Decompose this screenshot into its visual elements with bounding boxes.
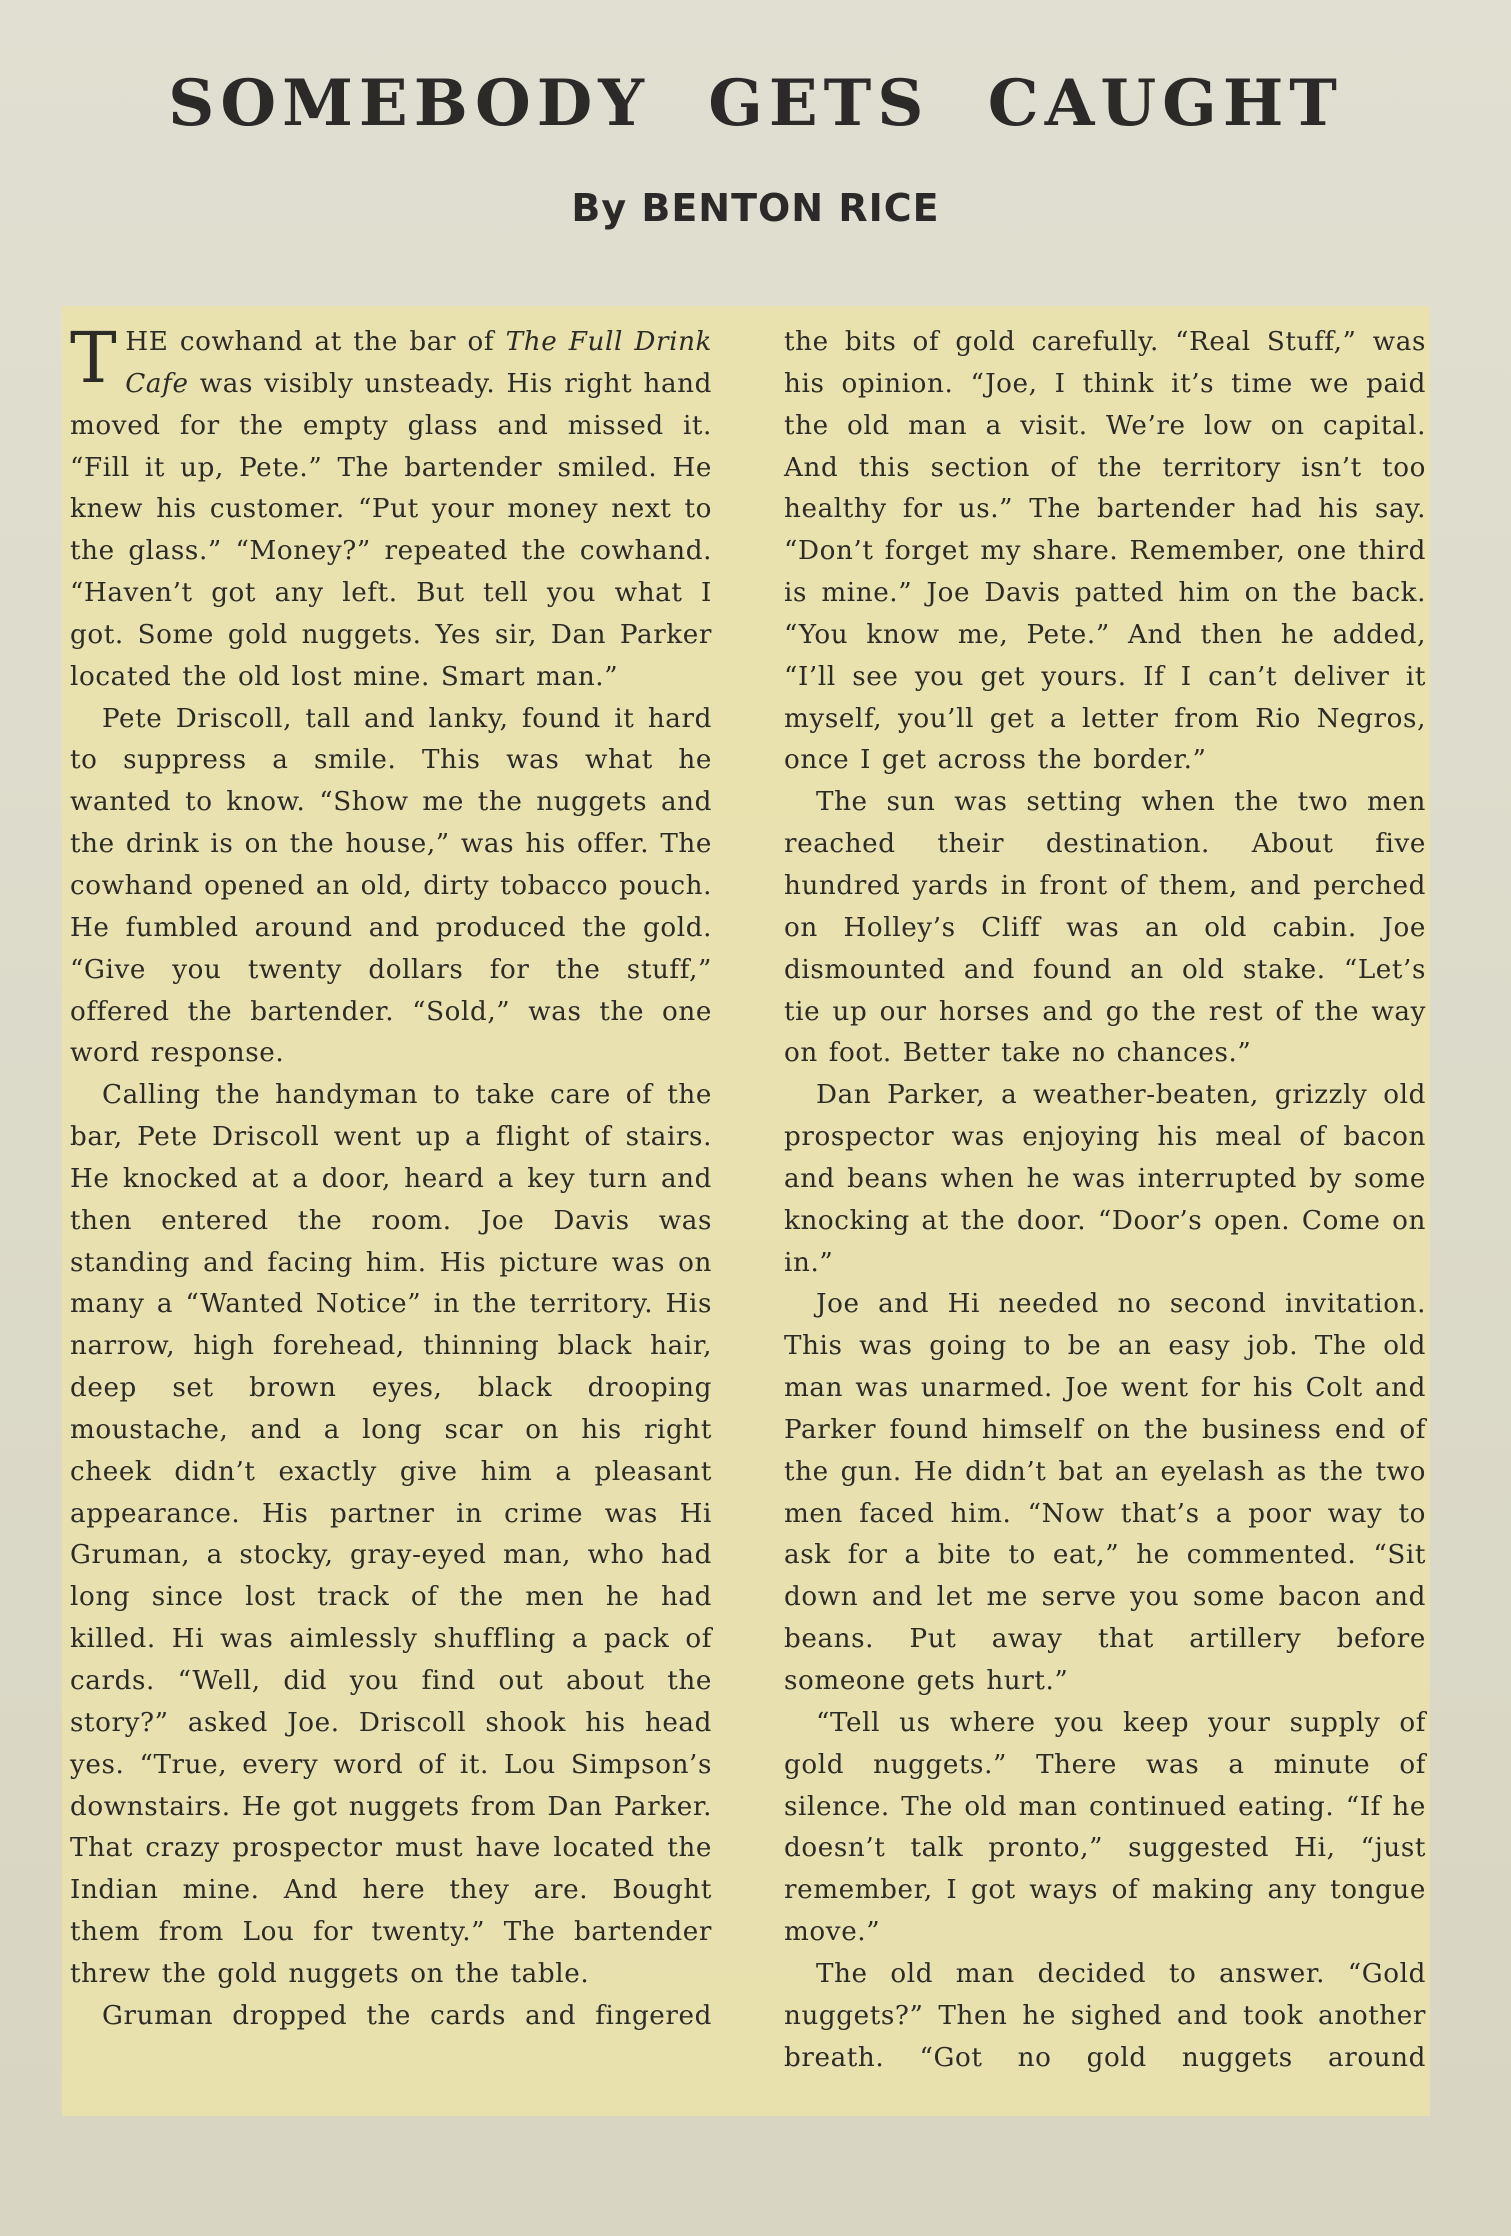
paragraph: Pete Driscoll, tall and lanky, found it hard to suppress a smile. This was what he wanted to know. “Show me the nuggets and the drink is on the house,” was his offer. The cowhand opened an old, dirty tobacco pouch. He fumbled around and produced the gold. “Give you twenty dollars for the stuff,” offered the bartender. “Sold,” was the one word response.	[70, 703, 712, 1069]
left-column	[70, 317, 713, 2038]
paragraph: Dan Parker, a weather-beaten, grizzly old prospector was enjoying his meal of bacon and beans when he was interrupted by some knocking at the door. “Door’s open. Come on in.”	[784, 1080, 1426, 1278]
story-title: SOMEBODY GETS CAUGHT	[168, 66, 1343, 141]
byline: By BENTON RICE	[571, 186, 940, 230]
paragraph: Calling the handyman to take care of the bar, Pete Driscoll went up a flight of stairs. He knocked at a door, heard a key turn and then entered the room. Joe Davis was standing and facing him. His picture was on many a “Wanted Notice” in the territory. His narrow, high forehead, thinning black hair, deep set brown eyes, black drooping moustache, and a long scar on his right cheek didn’t exactly give him a pleasant appearance. His partner in crime was Hi Gruman, a stocky, gray-eyed man, who had long since lost track of the men he had killed. Hi was aimlessly shuffling a pack of cards. “Well, did you find out about the story?” asked Joe. Driscoll shook his head yes. “True, every word of it. Lou Simpson’s downstairs. He got nuggets from Dan Parker. That crazy prospector must have located the Indian mine. And here they are. Bought them from Lou for twenty.” The bartender threw the gold nuggets on the table.	[70, 1080, 712, 1989]
right-column	[784, 322, 1426, 2079]
paragraph: Gruman dropped the cards and fingered	[102, 2000, 712, 2031]
paragraph-text: was visibly unsteady. His right hand moved for the empty glass and missed it. “Fill it up, Pete.” The bartender smiled. He knew his customer. “Put your money next to the glass.” “Money?” repeated the cowhand. “Haven’t got any left. But tell you what I got. Some gold nuggets. Yes sir, Dan Parker located the old lost mine. Smart man.”	[70, 368, 712, 692]
paragraph: the bits of gold carefully. “Real Stuff,” was his opinion. “Joe, I think it’s time we paid the old man a visit. We’re low on capital. And this section of the territory isn’t too healthy for us.” The bartender had his say. “Don’t forget my share. Remember, one third is mine.” Joe Davis patted him on the back. “You know me, Pete.” And then he added, “I’ll see you get yours. If I can’t deliver it myself, you’ll get a letter from Rio Negros, once I get across the border.”	[784, 327, 1426, 776]
cafe-name: The Full Drink Cafe	[125, 327, 713, 399]
paragraph: Joe and Hi needed no second invitation. This was going to be an easy job. The old man was unarmed. Joe went for his Colt and Parker found himself on the business end of the gun. He didn’t bat an eyelash as the two men faced him. “Now that’s a poor way to ask for a bite to eat,” he commented. “Sit down and let me serve you some bacon and beans. Put away that artillery before someone gets hurt.”	[784, 1289, 1426, 1696]
paragraph: The old man decided to answer. “Gold nuggets?” Then he sighed and took another breath. “Got no gold nuggets around	[784, 1958, 1426, 2073]
paragraph: The sun was setting when the two men reached their destination. About five hundred yards in front of them, and perched on Holley’s Cliff was an old cabin. Joe dismounted and found an old stake. “Let’s tie up our horses and go the rest of the way on foot. Better take no chances.”	[784, 787, 1426, 1069]
paragraph: “Tell us where you keep your supply of gold nuggets.” There was a minute of silence. The old man continued eating. “If he doesn’t talk pronto,” suggested Hi, “just remember, I got ways of making any tongue move.”	[784, 1707, 1426, 1948]
paragraph-text: HE cowhand at the bar of	[125, 327, 506, 357]
paragraph	[70, 317, 713, 699]
drop-cap: T	[70, 317, 118, 399]
